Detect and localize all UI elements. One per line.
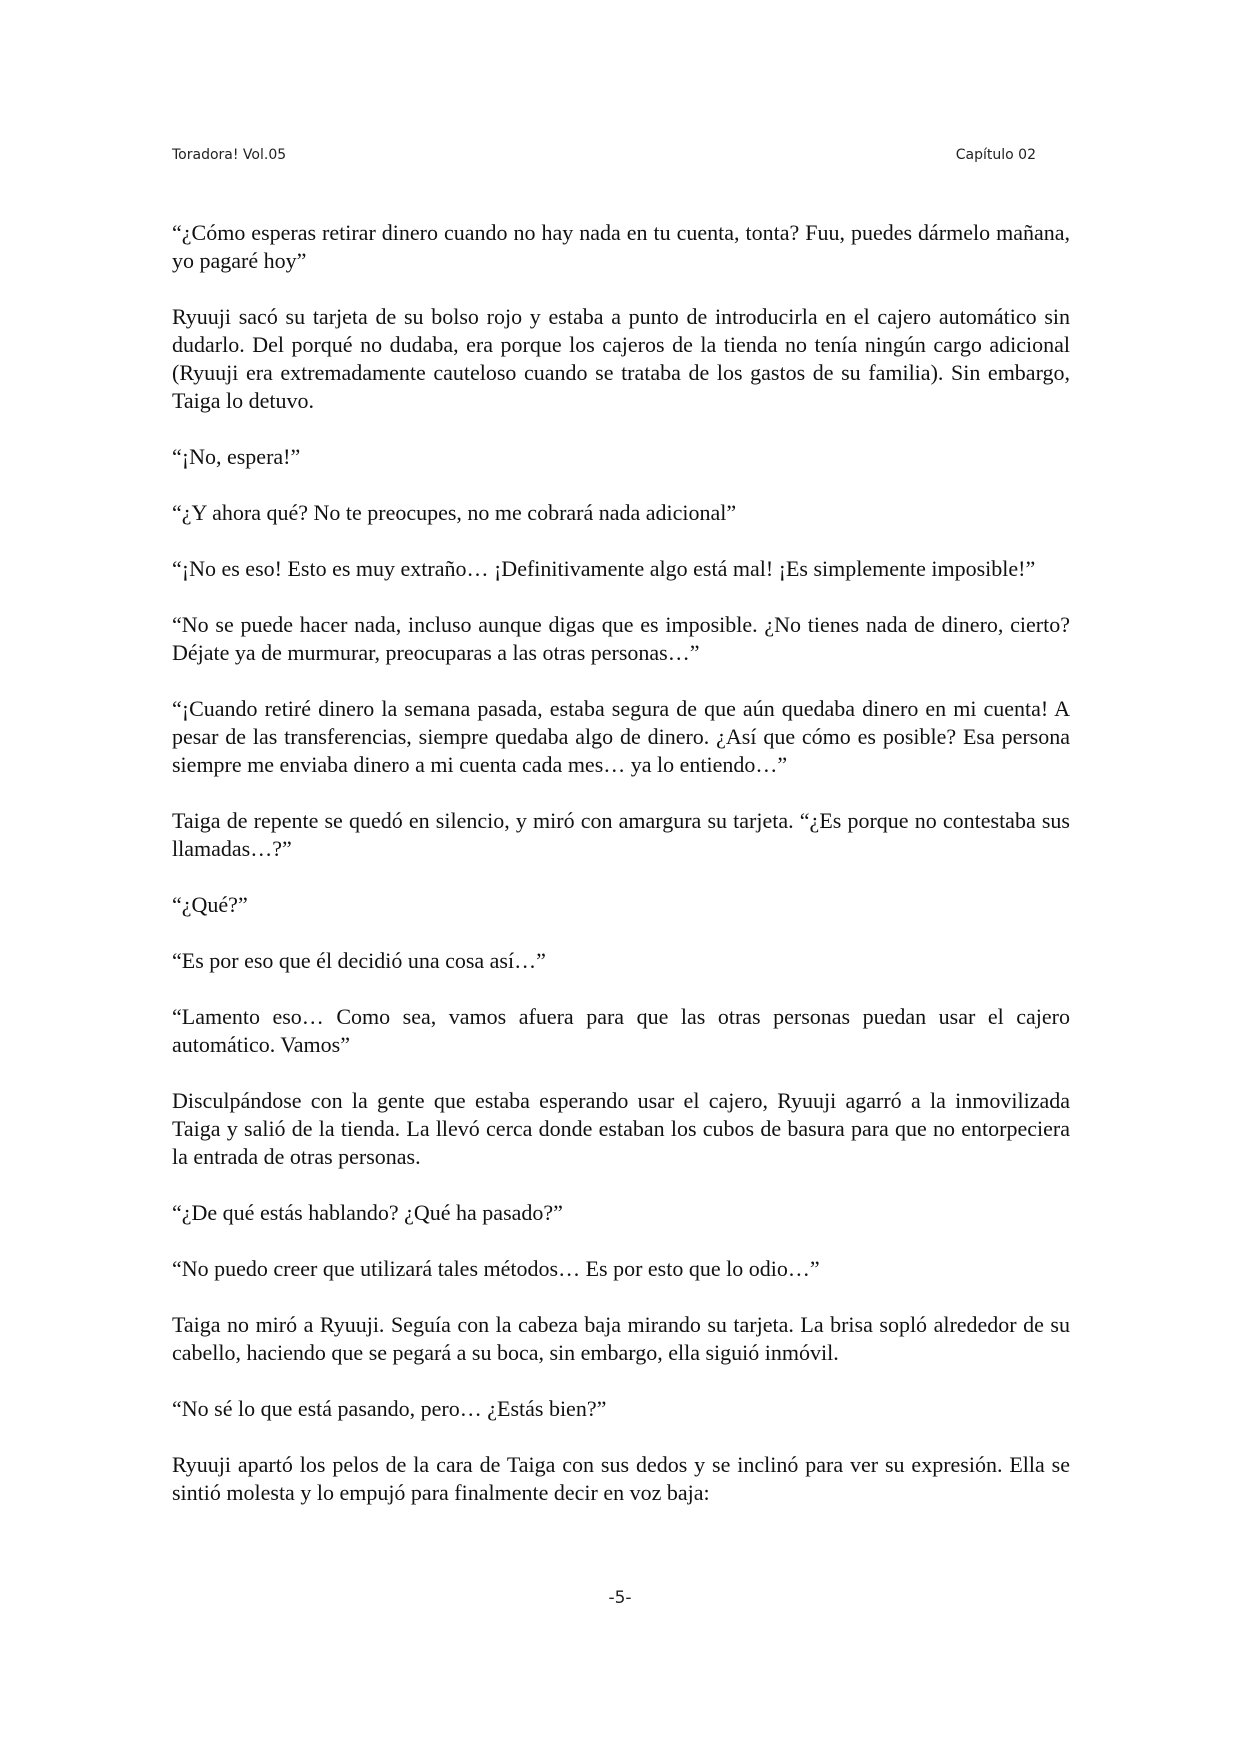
paragraph: “¡Cuando retiré dinero la semana pasada, estaba segura de que aún quedaba dinero en mi cuenta! A pesar de las transferencias, siempre quedaba algo de dinero. ¿Así que cómo es posible? Esa persona siempre me enviaba dinero a mi cuenta cada mes… ya lo entiendo…” [172, 696, 1070, 777]
body-text [172, 219, 1070, 1535]
paragraph: Taiga de repente se quedó en silencio, y miró con amargura su tarjeta. “¿Es porque no contestaba sus llamadas…?” [172, 808, 1070, 861]
paragraph: “¿Y ahora qué? No te preocupes, no me cobrará nada adicional” [172, 500, 737, 525]
paragraph: “Lamento eso… Como sea, vamos afuera para que las otras personas puedan usar el cajero automático. Vamos” [172, 1004, 1070, 1057]
book-title: Toradora! Vol.05 [172, 147, 287, 163]
paragraph: Ryuuji apartó los pelos de la cara de Taiga con sus dedos y se inclinó para ver su expresión. Ella se sintió molesta y lo empujó para finalmente decir en voz baja: [172, 1452, 1070, 1505]
paragraph: “No puedo creer que utilizará tales métodos… Es por esto que lo odio…” [172, 1256, 820, 1281]
paragraph: “¡No, espera!” [172, 444, 301, 469]
paragraph: “No sé lo que está pasando, pero… ¿Estás bien?” [172, 1396, 607, 1421]
paragraph: Disculpándose con la gente que estaba esperando usar el cajero, Ryuuji agarró a la inmovilizada Taiga y salió de la tienda. La llevó cerca donde estaban los cubos de basura para que no entorpeciera la entrada de otras personas. [172, 1088, 1070, 1169]
paragraph: “¿Cómo esperas retirar dinero cuando no hay nada en tu cuenta, tonta? Fuu, puedes dármelo mañana, yo pagaré hoy” [172, 220, 1070, 273]
paragraph: “¿Qué?” [172, 892, 248, 917]
page-number: -5- [608, 1588, 632, 1608]
running-header [172, 147, 1036, 167]
paragraph: “¿De qué estás hablando? ¿Qué ha pasado?” [172, 1200, 563, 1225]
paragraph: “No se puede hacer nada, incluso aunque digas que es imposible. ¿No tienes nada de dinero, cierto? Déjate ya de murmurar, preocuparas a las otras personas…” [172, 612, 1070, 665]
chapter-label: Capítulo 02 [955, 147, 1036, 163]
paragraph: “¡No es eso! Esto es muy extraño… ¡Definitivamente algo está mal! ¡Es simplemente imposible!” [172, 556, 1036, 581]
paragraph: “Es por eso que él decidió una cosa así…” [172, 948, 546, 973]
paragraph: Taiga no miró a Ryuuji. Seguía con la cabeza baja mirando su tarjeta. La brisa sopló alrededor de su cabello, haciendo que se pegará a su boca, sin embargo, ella siguió inmóvil. [172, 1312, 1070, 1365]
paragraph: Ryuuji sacó su tarjeta de su bolso rojo y estaba a punto de introducirla en el cajero automático sin dudarlo. Del porqué no dudaba, era porque los cajeros de la tienda no tenía ningún cargo adicional (Ryuuji era extremadamente cauteloso cuando se trataba de los gastos de su familia). Sin embargo, Taiga lo detuvo. [172, 304, 1070, 413]
